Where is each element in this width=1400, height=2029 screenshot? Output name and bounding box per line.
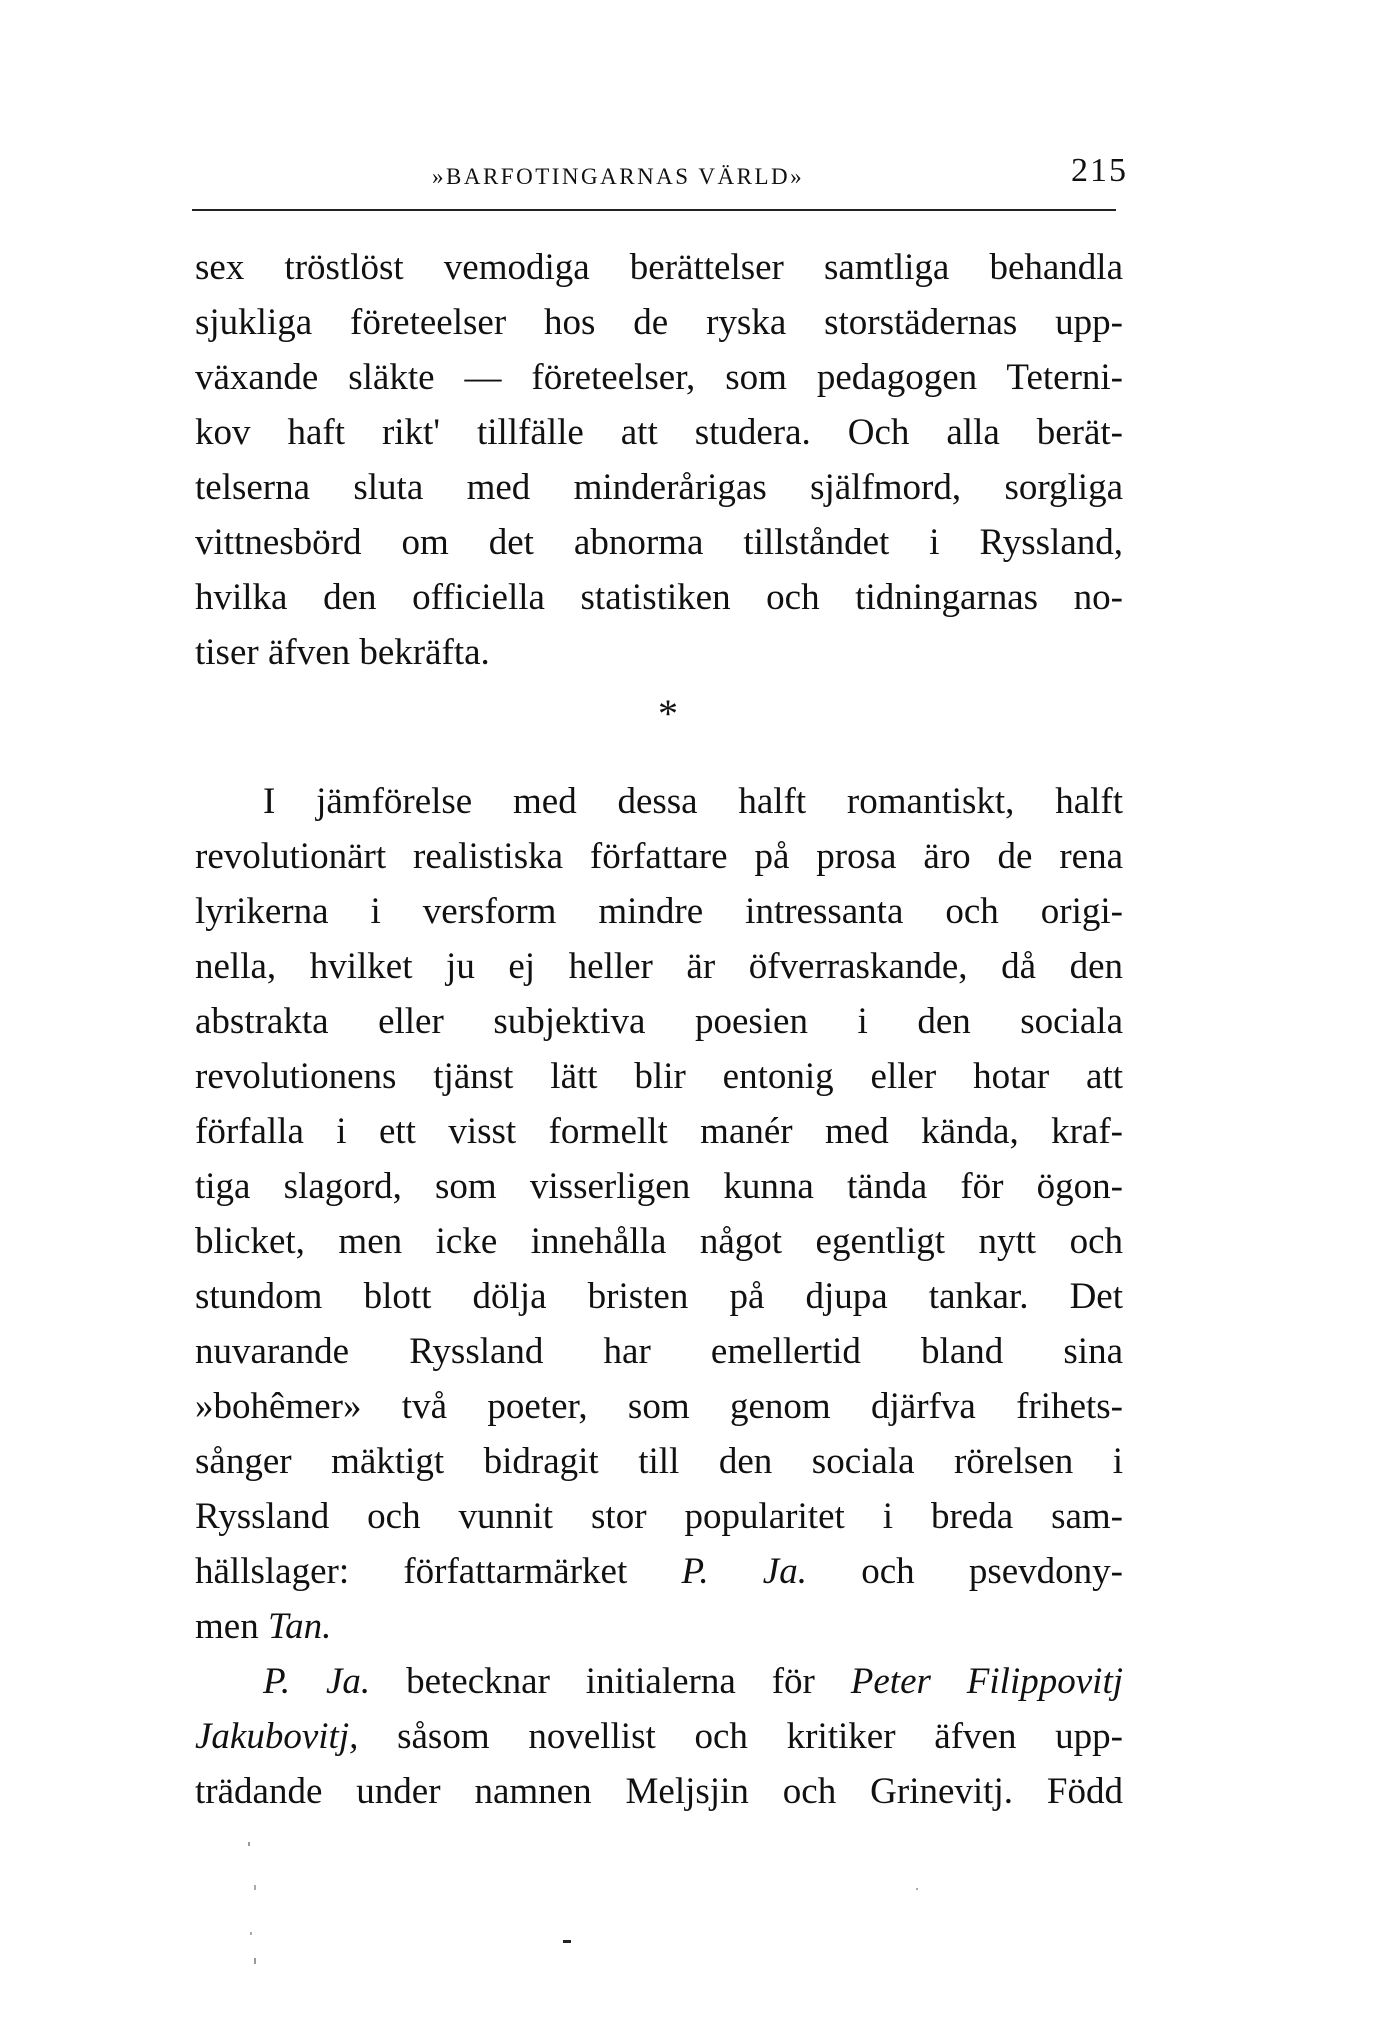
running-head (192, 152, 1128, 202)
italic-name: Peter Filippovitj (850, 1661, 1124, 1702)
text-segment: såsom novellist och kritiker äfven upp- (397, 1716, 1123, 1757)
speck (254, 1885, 256, 1890)
text-line: kov haft rikt' tillfälle att studera. Och alla berät- (195, 412, 1123, 453)
text-line: tiga slagord, som visserligen kunna tända för ögon- (195, 1166, 1123, 1207)
text-line: nuvarande Ryssland har emellertid bland sina (195, 1331, 1123, 1372)
text-line: sånger mäktigt bidragit till den sociala rörelsen i (195, 1441, 1123, 1482)
italic-initials: P. Ja. (681, 1551, 807, 1592)
speck (916, 1888, 918, 1890)
text-line: vittnesbörd om det abnorma tillståndet i Ryssland, (195, 522, 1123, 563)
text-line: »bohêmer» två poeter, som genom djärfva frihets- (195, 1386, 1123, 1427)
text-line: abstrakta eller subjektiva poesien i den sociala (195, 1001, 1123, 1042)
asterisk: * (658, 691, 678, 736)
section-separator (195, 684, 1123, 744)
text-line: växande släkte — företeelser, som pedagogen Teterni- (195, 357, 1123, 398)
paragraph-3 (195, 1654, 1123, 1819)
italic-pseudonym: Tan. (267, 1606, 332, 1647)
paragraph-2 (195, 774, 1123, 1654)
text-line (195, 1544, 1123, 1599)
header-rule (192, 209, 1116, 211)
text-line: telserna sluta med minderårigas själfmord, sorgliga (195, 467, 1123, 508)
text-line: nella, hvilket ju ej heller är öfverraskande, då den (195, 946, 1123, 987)
text-line: förfalla i ett visst formellt manér med kända, kraf- (195, 1111, 1123, 1152)
text-line: revolutionärt realistiska författare på prosa äro de rena (195, 836, 1123, 877)
text-line (195, 1599, 1123, 1654)
text-line: hvilka den officiella statistiken och tidningarnas no- (195, 577, 1123, 618)
text-segment: men (195, 1606, 259, 1647)
text-segment: hällslager: författarmärket (195, 1551, 628, 1592)
text-line: I jämförelse med dessa halft romantiskt, halft (263, 781, 1123, 822)
speck (248, 1842, 250, 1846)
speck (250, 1932, 252, 1935)
body-text (195, 240, 1123, 1819)
text-line: tiser äfven bekräfta. (195, 632, 490, 673)
speck (563, 1940, 571, 1943)
italic-initials: P. Ja. (263, 1661, 371, 1702)
text-line: trädande under namnen Meljsjin och Grinevitj. Född (195, 1771, 1123, 1812)
text-line: stundom blott dölja bristen på djupa tankar. Det (195, 1276, 1123, 1317)
text-line: blicket, men icke innehålla något egentligt nytt och (195, 1221, 1123, 1262)
page-number: 215 (1071, 152, 1128, 189)
text-segment: och psevdony- (861, 1551, 1123, 1592)
paragraph-1 (195, 240, 1123, 680)
text-line: revolutionens tjänst lätt blir entonig eller hotar att (195, 1056, 1123, 1097)
text-line (195, 1709, 1123, 1764)
speck (254, 1958, 256, 1964)
text-line: sex tröstlöst vemodiga berättelser samtliga behandla (195, 247, 1123, 288)
italic-name: Jakubovitj, (195, 1716, 359, 1757)
text-line: lyrikerna i versform mindre intressanta och origi- (195, 891, 1123, 932)
text-line (195, 1654, 1123, 1709)
text-segment: betecknar initialerna för (406, 1661, 815, 1702)
text-line: Ryssland och vunnit stor popularitet i breda sam- (195, 1496, 1123, 1537)
text-line: sjukliga företeelser hos de ryska storstädernas upp- (195, 302, 1123, 343)
running-title: »BARFOTINGARNAS VÄRLD» (432, 164, 805, 189)
